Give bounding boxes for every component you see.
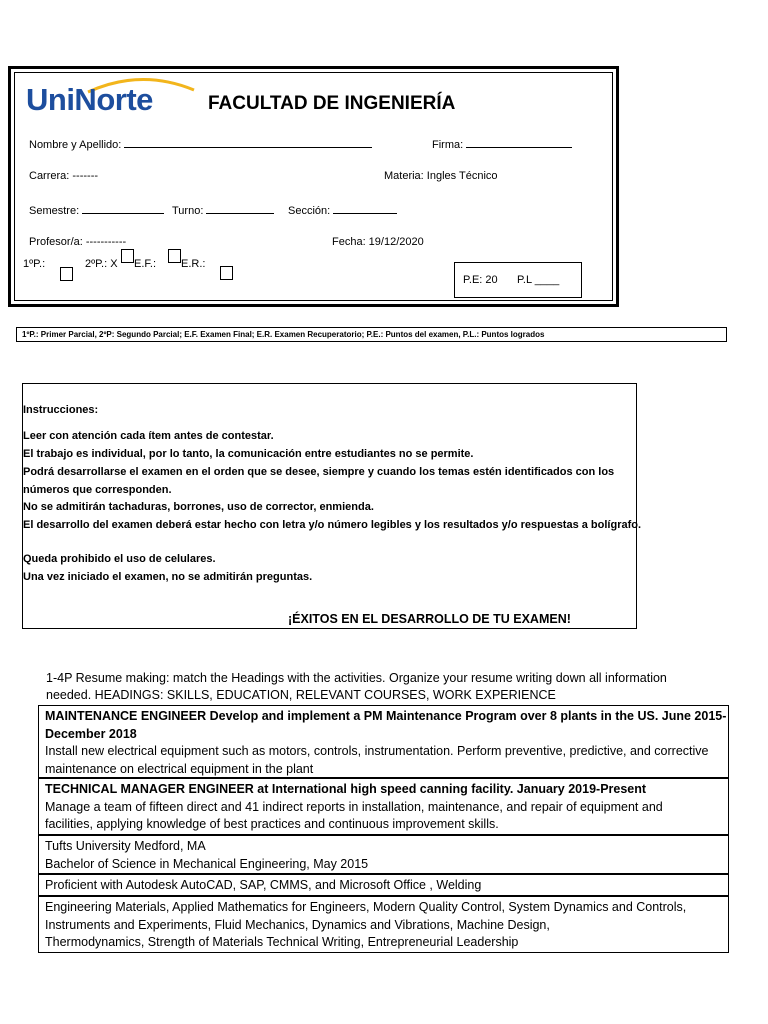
points-obtained[interactable]: P.L ____: [517, 274, 560, 286]
semester-label: Semestre:: [29, 205, 80, 217]
section-field[interactable]: [288, 203, 397, 217]
teacher-label: Profesor/a: -----------: [29, 236, 127, 248]
job2-title: TECHNICAL MANAGER ENGINEER at International high speed canning facility. January 2019-Present: [45, 782, 647, 796]
signature-field[interactable]: [432, 137, 572, 151]
courses-line: Instruments and Experiments, Fluid Mechanics, Dynamics and Vibrations, Machine Design,: [45, 917, 550, 932]
resume-cell-courses: [38, 896, 729, 953]
logo-text: UniNorte: [26, 82, 153, 117]
exam-type-ef-label: E.F.:: [134, 258, 157, 270]
career-label: Carrera: -------: [29, 170, 99, 182]
exam-type-er-checkbox[interactable]: [220, 266, 233, 280]
job1-desc-cont: maintenance on electrical equipment in the plant: [45, 761, 314, 776]
semester-line: [82, 203, 164, 214]
uninorte-logo: [26, 76, 186, 120]
exam-type-p1-checkbox[interactable]: [60, 267, 73, 281]
instruction-line: El trabajo es individual, por lo tanto, la comunicación entre estudiantes no se permite.: [23, 448, 474, 460]
points-exam: P.E: 20: [463, 274, 498, 286]
job1-title-cont: December 2018: [45, 726, 137, 741]
shift-field[interactable]: [172, 203, 274, 217]
signature-label: Firma:: [432, 139, 464, 151]
task-instructions: [46, 670, 726, 704]
instructions-closing: ¡ÉXITOS EN EL DESARROLLO DE TU EXAMEN!: [288, 612, 571, 626]
instruction-line: Leer con atención cada ítem antes de contestar.: [23, 430, 274, 442]
instruction-line: Podrá desarrollarse el examen en el orden que se desee, siempre y cuando los temas estén identificados con los: [23, 466, 615, 478]
instructions-title: Instrucciones:: [23, 404, 99, 416]
shift-label: Turno:: [172, 205, 204, 217]
instructions-box: [22, 383, 642, 629]
semester-field[interactable]: [29, 203, 164, 217]
resume-cell-education: [38, 835, 729, 874]
resume-cell-skills: [38, 874, 729, 896]
faculty-title: FACULTAD DE INGENIERÍA: [208, 93, 456, 114]
name-label: Nombre y Apellido:: [29, 139, 122, 151]
name-line: [124, 137, 372, 148]
skills-text: Proficient with Autodesk AutoCAD, SAP, CMMS, and Microsoft Office , Welding: [45, 878, 482, 892]
resume-cell-job1: [38, 705, 729, 778]
job1-desc: Install new electrical equipment such as motors, controls, instrumentation. Perform preventive, predictive, and corrective: [45, 744, 709, 758]
points-box: [454, 262, 582, 298]
exam-type-er-label: E.R.:: [181, 258, 206, 270]
job2-desc: Manage a team of fifteen direct and 41 indirect reports in installation, maintenance, and repair of equipment and: [45, 799, 663, 814]
education-school: Tufts University Medford, MA: [45, 839, 206, 853]
instruction-line: números que corresponden.: [23, 484, 172, 496]
instruction-line: Una vez iniciado el examen, no se admitirán preguntas.: [23, 571, 313, 583]
job2-desc-cont: facilities, applying knowledge of best practices and continuous improvement skills.: [45, 817, 499, 831]
subject-label: Materia: Ingles Técnico: [384, 170, 498, 182]
job1-title: MAINTENANCE ENGINEER Develop and implement a PM Maintenance Program over 8 plants in the US. June 2015-: [45, 709, 727, 723]
abbreviation-legend: 1ºP.: Primer Parcial, 2ºP: Segundo Parcial; E.F. Examen Final; E.R. Examen Recuperatorio; P.E.: Puntos del examen, P.L.: Puntos logrados: [16, 327, 727, 342]
courses-line: Engineering Materials, Applied Mathematics for Engineers, Modern Quality Control, System Dynamics and Controls,: [45, 900, 687, 914]
instruction-line: Queda prohibido el uso de celulares.: [23, 553, 216, 565]
exam-type-p1-label: 1ºP.:: [23, 258, 46, 270]
task-line: 1-4P Resume making: match the Headings with the activities. Organize your resume writing down all information: [46, 671, 667, 685]
date-label: Fecha: 19/12/2020: [332, 236, 424, 248]
resume-cell-job2: [38, 778, 729, 835]
signature-line: [466, 137, 572, 148]
shift-line: [206, 203, 274, 214]
name-field[interactable]: [29, 137, 372, 151]
section-label: Sección:: [288, 205, 331, 217]
courses-line: Thermodynamics, Strength of Materials Technical Writing, Entrepreneurial Leadership: [45, 935, 519, 949]
instruction-line: El desarrollo del examen deberá estar hecho con letra y/o número legibles y los resultados y/o respuestas a bolígrafo.: [23, 519, 642, 531]
exam-type-ef-checkbox[interactable]: [168, 249, 181, 263]
task-line: needed. HEADINGS: SKILLS, EDUCATION, RELEVANT COURSES, WORK EXPERIENCE: [46, 688, 556, 702]
exam-type-p2-checkbox[interactable]: [121, 249, 134, 263]
education-degree: Bachelor of Science in Mechanical Engineering, May 2015: [45, 856, 369, 871]
section-line: [333, 203, 397, 214]
exam-type-p2-label: 2ºP.: X: [85, 258, 118, 270]
instruction-line: No se admitirán tachaduras, borrones, uso de corrector, enmienda.: [23, 501, 374, 513]
